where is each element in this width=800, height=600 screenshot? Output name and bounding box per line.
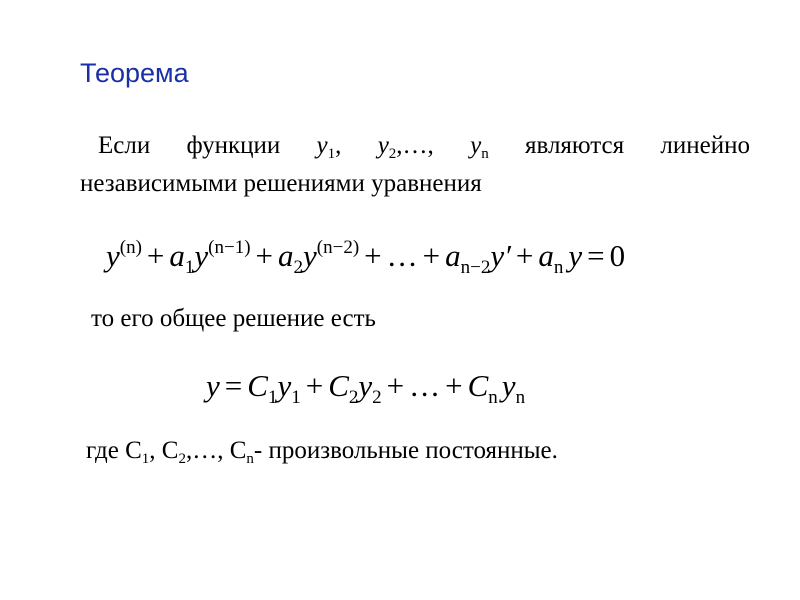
eq1-sup-n2: (n−2): [316, 237, 360, 258]
eq1-an2: a: [445, 238, 461, 273]
where-prefix: где C: [86, 437, 142, 464]
eq1-y-prime: y′: [490, 238, 511, 273]
function-list-2: [378, 128, 434, 164]
eq2-plus-1: +: [305, 368, 324, 403]
where-cn-sub: n: [246, 451, 254, 467]
var-y2: y: [377, 132, 389, 159]
eq1-plus: +: [146, 238, 165, 273]
word-funktsii: функции: [186, 132, 281, 159]
differential-equation: [106, 236, 625, 276]
sub-2: 2: [388, 146, 397, 162]
where-suffix: - произвольные постоянные.: [253, 437, 558, 464]
eq1-equals: =: [587, 238, 605, 273]
eq1-an-sub: n: [553, 257, 564, 278]
var-yn: y: [470, 132, 482, 159]
where-c2-sub: 2: [178, 451, 186, 467]
eq1-plus-5: +: [515, 238, 534, 273]
constants-note: [86, 433, 558, 469]
sub-1: 1: [327, 146, 336, 162]
var-y1: y: [316, 132, 328, 159]
eq1-plus-4: +: [422, 238, 441, 273]
eq1-a1: a: [169, 238, 185, 273]
theorem-statement-line-1: [98, 128, 750, 164]
eq2-y1-sub: 1: [291, 387, 301, 408]
eq2-y: y: [206, 368, 220, 403]
eq1-an2-sub: n−2: [460, 257, 491, 278]
ellipsis: ,…,: [396, 132, 434, 159]
eq1-y-c: y: [303, 238, 317, 273]
eq2-y2-sub: 2: [372, 387, 382, 408]
where-sep1: , C: [149, 437, 179, 464]
theorem-statement-line-2: независимыми решениями уравнения: [80, 170, 482, 197]
eq2-y1: y: [277, 368, 292, 403]
eq2-c2-sub: 2: [348, 387, 359, 408]
eq2-dots: …: [409, 368, 441, 403]
word-yavlyayutsya: являются: [524, 132, 625, 159]
eq2-c1: C: [247, 368, 268, 403]
eq2-c2: C: [328, 368, 349, 403]
then-text: то его общее решение есть: [91, 305, 376, 332]
eq1-y: y: [106, 238, 120, 273]
eq1-y-b: y: [194, 238, 209, 273]
function-list: $y_1$,: [316, 132, 342, 162]
eq1-a2: a: [278, 238, 294, 273]
word-lineyno: линейно: [660, 132, 750, 159]
eq2-cn-sub: n: [488, 387, 498, 408]
eq2-yn: y: [501, 368, 516, 403]
eq1-an: a: [538, 238, 554, 273]
eq2-plus-3: +: [445, 368, 463, 403]
slide-title: Теорема: [80, 58, 189, 88]
eq2-yn-sub: n: [515, 387, 526, 408]
sub-n: n: [481, 146, 489, 162]
where-sep2: ,…, C: [185, 437, 247, 464]
eq1-plus-3: +: [364, 238, 382, 273]
word-esli: Если: [98, 132, 151, 159]
eq1-sup-n1: (n−1): [208, 237, 251, 258]
eq2-plus-2: +: [386, 368, 405, 403]
eq1-plus-2: +: [255, 238, 274, 273]
eq1-a1-sub: 1: [184, 257, 195, 278]
eq2-equals: =: [224, 368, 243, 403]
eq1-sup-n: (n): [119, 237, 142, 258]
general-solution-formula: [206, 366, 525, 406]
eq1-a2-sub: 2: [293, 257, 304, 278]
eq1-dots: …: [386, 238, 418, 273]
eq2-c1-sub: 1: [267, 387, 278, 408]
eq2-y2: y: [358, 368, 373, 403]
eq1-y-e: y: [568, 238, 583, 273]
eq2-cn: C: [467, 368, 489, 403]
where-c1-sub: 1: [141, 451, 150, 467]
eq1-zero: 0: [609, 238, 626, 273]
function-list-n: [470, 128, 489, 164]
